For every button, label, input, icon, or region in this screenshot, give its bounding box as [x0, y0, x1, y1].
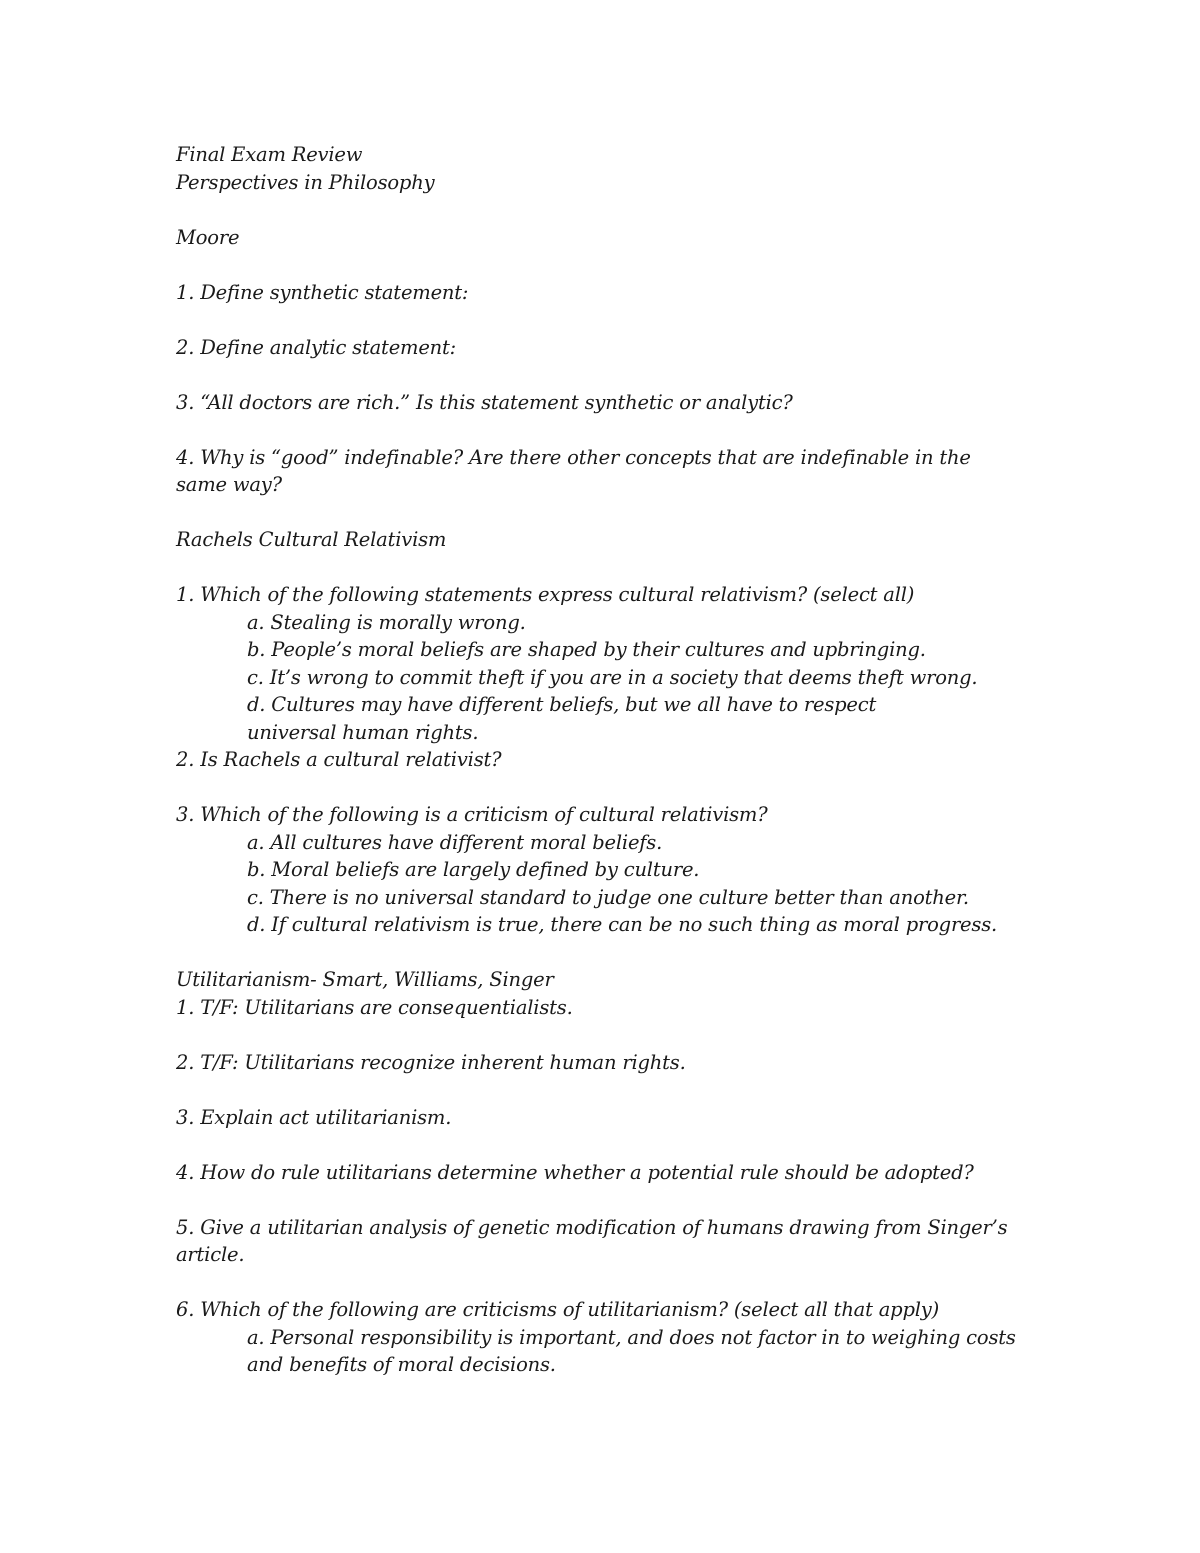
- spacer: [176, 1021, 1036, 1049]
- spacer: [176, 361, 1036, 389]
- util-question-4: 4. How do rule utilitarians determine whether a potential rule should be adopted?: [176, 1160, 974, 1184]
- spacer: [176, 774, 1036, 802]
- section-heading-moore: Moore: [176, 225, 240, 249]
- spacer: [176, 939, 1036, 967]
- moore-question-2: 2. Define analytic statement:: [176, 335, 457, 359]
- util-q6-option-a: a. Personal responsibility is important, and does not factor in to weighing costs and benefits of moral decisions.: [247, 1325, 1016, 1376]
- spacer: [176, 251, 1036, 279]
- rachels-q3-option-d: d. If cultural relativism is true, there can be no such thing as moral progress.: [247, 913, 998, 936]
- spacer: [176, 416, 1036, 444]
- rachels-q3-option-a: a. All cultures have different moral beliefs.: [247, 830, 663, 854]
- moore-question-3: 3. “All doctors are rich.” Is this statement synthetic or analytic?: [176, 390, 793, 414]
- util-question-2: 2. T/F: Utilitarians recognize inherent human rights.: [176, 1050, 686, 1074]
- document-subtitle: Perspectives in Philosophy: [176, 170, 435, 194]
- util-question-3: 3. Explain act utilitarianism.: [176, 1105, 452, 1129]
- section-heading-rachels: Rachels Cultural Relativism: [176, 528, 447, 551]
- util-question-5: 5. Give a utilitarian analysis of genetic modification of humans drawing from Singer’s article.: [176, 1215, 1008, 1266]
- rachels-q3-option-b: b. Moral beliefs are largely defined by culture.: [247, 858, 700, 881]
- util-question-1: 1. T/F: Utilitarians are consequentialists.: [176, 995, 573, 1019]
- rachels-q1-option-c: c. It’s wrong to commit theft if you are in a society that deems theft wrong.: [247, 665, 978, 689]
- section-heading-utilitarianism: Utilitarianism- Smart, Williams, Singer: [176, 968, 554, 991]
- spacer: [176, 499, 1036, 527]
- document-title: Final Exam Review: [176, 143, 363, 166]
- spacer: [176, 306, 1036, 334]
- spacer: [176, 554, 1036, 582]
- util-question-6: 6. Which of the following are criticisms of utilitarianism? (select all that apply): [176, 1298, 939, 1321]
- rachels-q1-option-a: a. Stealing is morally wrong.: [247, 610, 526, 634]
- rachels-question-2: 2. Is Rachels a cultural relativist?: [176, 748, 502, 771]
- rachels-q3-option-c: c. There is no universal standard to judge one culture better than another.: [247, 885, 969, 909]
- moore-question-4: 4. Why is “good” indefinable? Are there other concepts that are indefinable in the same way?: [176, 445, 971, 496]
- rachels-question-3: 3. Which of the following is a criticism of cultural relativism?: [176, 803, 768, 826]
- document-body: [176, 141, 1036, 1379]
- rachels-q1-option-b: b. People’s moral beliefs are shaped by their cultures and upbringing.: [247, 638, 926, 661]
- spacer: [176, 196, 1036, 224]
- rachels-question-1: 1. Which of the following statements express cultural relativism? (select all): [176, 583, 915, 606]
- spacer: [176, 1131, 1036, 1159]
- spacer: [176, 1186, 1036, 1214]
- spacer: [176, 1076, 1036, 1104]
- rachels-q1-option-d: d. Cultures may have different beliefs, but we all have to respect universal human rights.: [247, 693, 877, 744]
- spacer: [176, 1269, 1036, 1297]
- moore-question-1: 1. Define synthetic statement:: [176, 280, 469, 304]
